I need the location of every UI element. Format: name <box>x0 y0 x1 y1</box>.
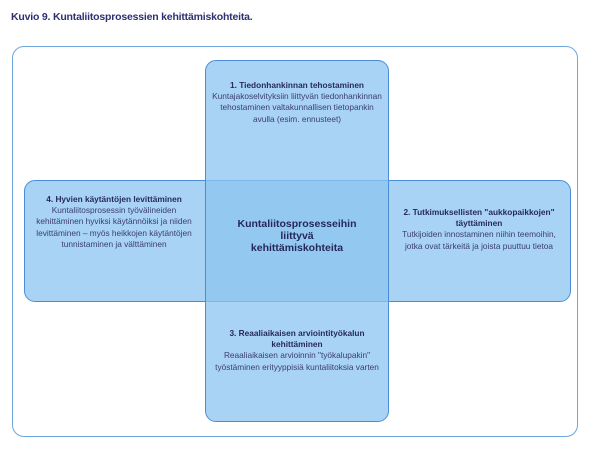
center-label-line: Kuntaliitosprosesseihin <box>237 218 357 230</box>
center-label-line: kehittämiskohteita <box>250 242 344 254</box>
item-body: Kuntajakoselvityksiin liittyvän tiedonhankinnan tehostaminen valtakunnallisen tietopankin avulla (esim. ennusteet) <box>212 91 382 124</box>
item-1-tiedonhankinta <box>210 80 384 125</box>
center-label <box>210 218 384 254</box>
item-heading: 1. Tiedonhankinnan tehostaminen <box>230 80 364 90</box>
center-label-line: liittyvä <box>280 230 314 242</box>
item-heading: 2. Tutkimuksellisten "aukkopaikkojen" täyttäminen <box>403 207 555 229</box>
item-body: Reaaliaikaisen arvioinnin "työkalupakin" työstäminen erityyppisiä kuntaliitoksia varten <box>215 350 379 372</box>
item-heading: 3. Reaaliaikaisen arviointityökalun kehittäminen <box>229 328 365 350</box>
item-3-arviointityokalu <box>210 328 384 373</box>
item-body: Tutkijoiden innostaminen niihin teemoihin, jotka ovat tärkeitä ja joista puuttuu tietoa <box>402 229 556 251</box>
item-heading: 4. Hyvien käytäntöjen levittäminen <box>46 194 182 204</box>
item-4-hyvat-kaytannot <box>28 194 200 250</box>
figure-title: Kuvio 9. Kuntaliitosprosessien kehittämiskohteita. <box>11 11 253 23</box>
item-2-aukkopaikat <box>393 207 565 252</box>
item-body: Kuntaliitosprosessin työvälineiden kehittäminen hyviksi käytännöiksi ja niiden levittäminen – myös heikkojen käytäntöjen tunnistaminen ja välttäminen <box>36 205 192 249</box>
